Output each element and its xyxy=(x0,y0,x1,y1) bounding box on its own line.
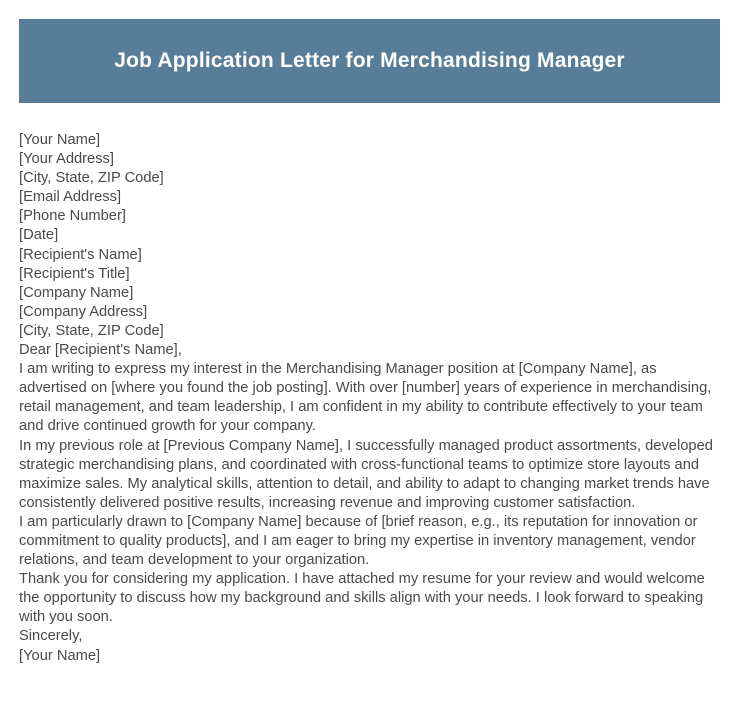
sender-line-city-state-zip: [City, State, ZIP Code] xyxy=(19,170,164,187)
body-paragraph-3: I am particularly drawn to [Company Name] because of [brief reason, e.g., its reputation for innovation or commitment to quality products], and I am eager to bring my expertise in inventory management, vendor relations, and team development to your organization. xyxy=(19,513,698,569)
signature-line: [Your Name] xyxy=(19,647,101,664)
body-paragraph-4: Thank you for considering my application. I have attached my resume for your review and would welcome the opportunity to discuss how my background and skills align with your needs. I look forward to speaking with you soon. xyxy=(19,571,705,626)
recipient-line-company-name: [Company Name] xyxy=(19,284,134,301)
closing-line: Sincerely, xyxy=(19,628,83,645)
letter-body-content xyxy=(19,131,721,666)
sender-line-date: [Date] xyxy=(19,227,59,244)
sender-line-name: [Your Name] xyxy=(19,132,101,148)
sender-line-email: [Email Address] xyxy=(19,189,122,206)
recipient-line-city-state-zip: [City, State, ZIP Code] xyxy=(19,322,164,339)
body-paragraph-2: In my previous role at [Previous Company Name], I successfully managed product assortments, developed strategic merchandising plans, and coordinated with cross-functional teams to optimize store layouts and maximize sales. My analytical skills, attention to detail, and ability to adapt to changing market trends have consistently delivered positive results, increasing revenue and improving customer satisfaction. xyxy=(19,437,713,511)
recipient-line-title: [Recipient's Title] xyxy=(19,265,130,282)
document-header-banner xyxy=(19,19,720,103)
recipient-line-company-address: [Company Address] xyxy=(19,303,148,320)
sender-line-phone: [Phone Number] xyxy=(19,208,126,225)
body-paragraph-1: I am writing to express my interest in the Merchandising Manager position at [Company Name], as advertised on [where you found the job posting]. With over [number] years of experience in merchandising, retail management, and team leadership, I am confident in my ability to contribute effectively to your team and drive continued growth for your company. xyxy=(19,361,712,435)
salutation-line: Dear [Recipient's Name], xyxy=(19,342,182,359)
sender-line-address: [Your Address] xyxy=(19,151,114,168)
recipient-line-name: [Recipient's Name] xyxy=(19,246,142,263)
page-title: Job Application Letter for Merchandising Manager xyxy=(114,49,625,73)
